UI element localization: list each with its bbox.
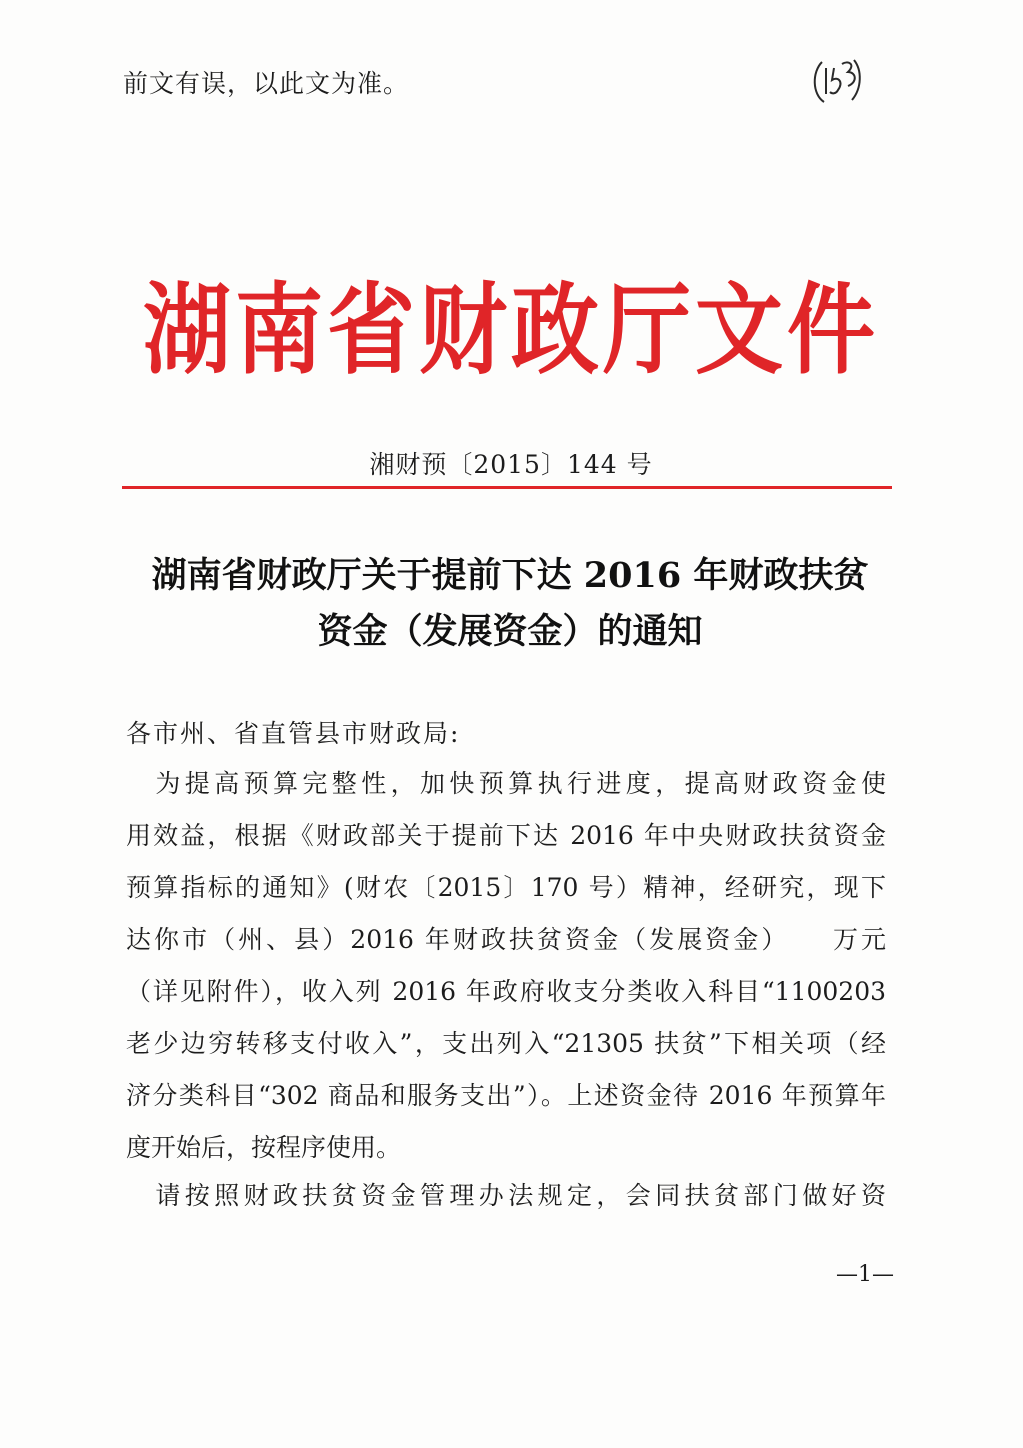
title-line: 湖南省财政厅关于提前下达 2016 年财政扶贫 [151, 555, 869, 596]
body-line: 达你市（州、县）2016 年财政扶贫资金（发展资金） 万元 [126, 925, 886, 954]
body-line: 度开始后，按程序使用。 [126, 1133, 402, 1162]
addressee: 各市州、省直管县市财政局: [126, 719, 461, 748]
body-line: 为提高预算完整性，加快预算执行进度，提高财政资金使 [126, 769, 886, 798]
body-line: 预算指标的通知》(财农〔2015〕170 号）精神，经研究，现下 [126, 873, 886, 902]
red-divider [122, 486, 892, 489]
title-line: 资金（发展资金）的通知 [317, 611, 703, 652]
body-line: 用效益，根据《财政部关于提前下达 2016 年中央财政扶贫资金 [126, 821, 886, 850]
page-number: —1— [836, 1262, 894, 1287]
document-number: 湘财预〔2015〕144 号 [369, 450, 653, 479]
handwritten-page-mark [808, 54, 866, 108]
body-line: （详见附件），收入列 2016 年政府收支分类收入科目“1100203 [126, 977, 886, 1006]
file-header: 湖南省财政厅文件 [142, 271, 879, 388]
body-paragraph-1 [126, 758, 886, 1174]
body-line: 老少边穷转移支付收入”，支出列入“21305 扶贫”下相关项（经 [126, 1029, 886, 1058]
correction-note: 前文有误，以此文为准。 [123, 69, 410, 98]
body-line: 请按照财政扶贫资金管理办法规定，会同扶贫部门做好资 [126, 1181, 886, 1210]
document-title [100, 548, 920, 660]
body-line: 济分类科目“302 商品和服务支出”）。上述资金待 2016 年预算年 [126, 1081, 886, 1110]
body-paragraph-2 [126, 1170, 886, 1222]
